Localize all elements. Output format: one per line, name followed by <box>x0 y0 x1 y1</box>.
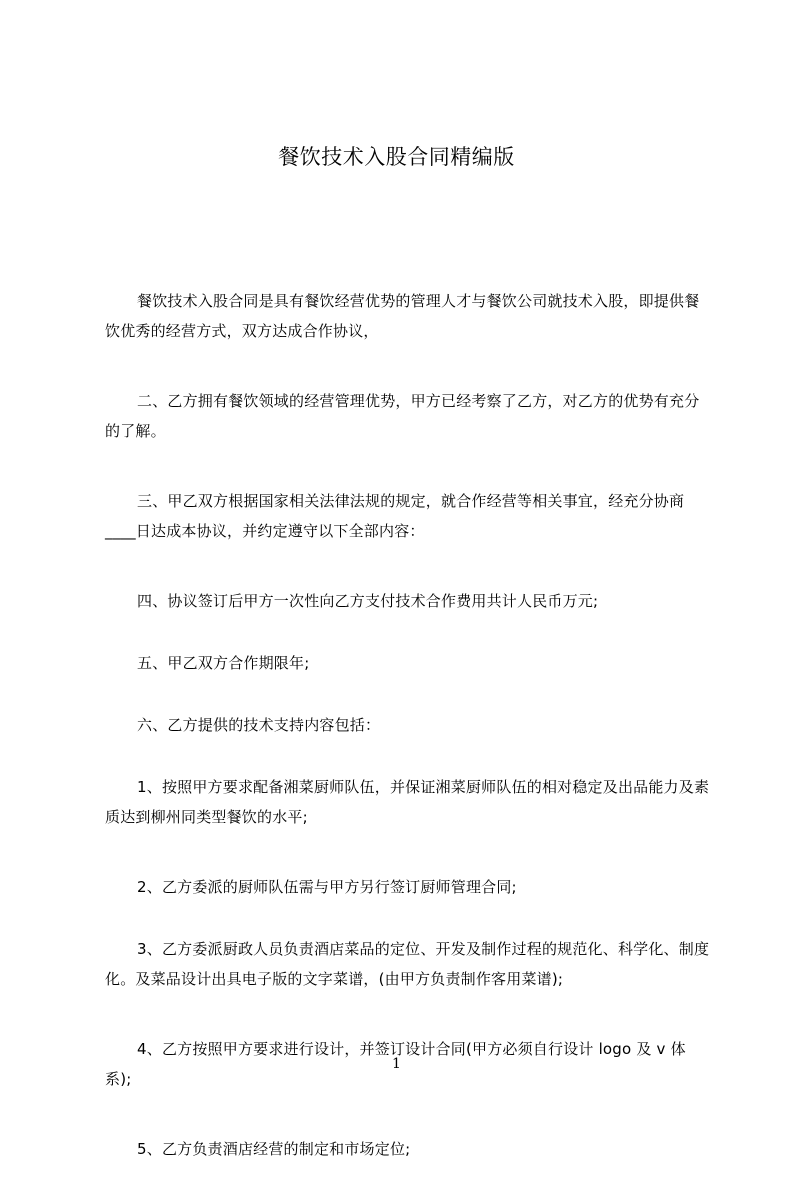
page-number: 1 <box>392 1056 401 1072</box>
list-item-1: 1、按照甲方要求配备湘菜厨师队伍，并保证湘菜厨师队伍的相对稳定及出品能力及素质达到柳州同类型餐饮的水平; <box>105 778 710 826</box>
list-item-4: 4、乙方按照甲方要求进行设计，并签订设计合同(甲方必须自行设计 logo 及 v 体系); <box>105 1040 686 1088</box>
paragraph-4: 四、协议签订后甲方一次性向乙方支付技术合作费用共计人民币万元; <box>137 592 599 610</box>
list-item-5: 5、乙方负责酒店经营的制定和市场定位; <box>137 1140 411 1158</box>
paragraph-intro: 餐饮技术入股合同是具有餐饮经营优势的管理人才与餐饮公司就技术入股，即提供餐饮优秀的经营方式，双方达成合作协议， <box>105 292 700 340</box>
paragraph-3: 三、甲乙双方根据国家相关法律法规的规定，就合作经营等相关事宜，经充分协商____日达成本协议，并约定遵守以下全部内容： <box>105 492 685 540</box>
list-item-2: 2、乙方委派的厨师队伍需与甲方另行签订厨师管理合同; <box>137 878 517 896</box>
paragraph-5: 五、甲乙双方合作期限年; <box>137 654 310 672</box>
document-title: 餐饮技术入股合同精编版 <box>278 145 515 169</box>
list-item-3: 3、乙方委派厨政人员负责酒店菜品的定位、开发及制作过程的规范化、科学化、制度化。及菜品设计出具电子版的文字菜谱，(由甲方负责制作客用菜谱); <box>105 940 710 988</box>
paragraph-2: 二、乙方拥有餐饮领域的经营管理优势，甲方已经考察了乙方，对乙方的优势有充分的了解。 <box>105 392 700 440</box>
paragraph-6: 六、乙方提供的技术支持内容包括： <box>137 716 381 734</box>
